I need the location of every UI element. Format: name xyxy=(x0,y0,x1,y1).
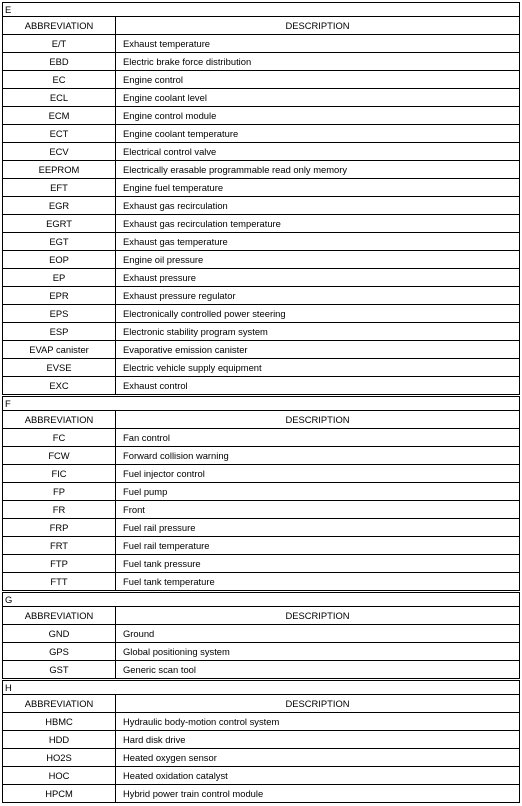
abbreviation-cell: FTT xyxy=(3,573,116,591)
section-letter-row xyxy=(3,593,520,607)
abbreviation-cell: FCW xyxy=(3,447,116,465)
description-cell: Hybrid power train control module xyxy=(116,785,520,803)
description-cell: Electric brake force distribution xyxy=(116,53,520,71)
description-cell: Fuel rail temperature xyxy=(116,537,520,555)
abbreviation-cell: EVSE xyxy=(3,359,116,377)
table-row xyxy=(3,161,520,179)
column-header-row xyxy=(3,411,520,429)
abbreviation-cell: EGR xyxy=(3,197,116,215)
description-cell: Evaporative emission canister xyxy=(116,341,520,359)
description-cell: Electrical control valve xyxy=(116,143,520,161)
table-row xyxy=(3,305,520,323)
table-row xyxy=(3,143,520,161)
table-row xyxy=(3,215,520,233)
table-row xyxy=(3,197,520,215)
table-row xyxy=(3,359,520,377)
table-row xyxy=(3,713,520,731)
abbreviation-cell: GPS xyxy=(3,643,116,661)
section-letter: F xyxy=(3,397,520,411)
description-cell: Engine control module xyxy=(116,107,520,125)
column-header-row xyxy=(3,17,520,35)
table-row xyxy=(3,483,520,501)
description-cell: Fuel pump xyxy=(116,483,520,501)
abbreviation-cell: EOP xyxy=(3,251,116,269)
table-row xyxy=(3,107,520,125)
abbreviation-cell: ECM xyxy=(3,107,116,125)
description-column-header: DESCRIPTION xyxy=(116,695,520,713)
table-row xyxy=(3,447,520,465)
table-row xyxy=(3,785,520,803)
table-row xyxy=(3,519,520,537)
abbreviation-cell: EC xyxy=(3,71,116,89)
description-cell: Global positioning system xyxy=(116,643,520,661)
description-cell: Exhaust gas recirculation temperature xyxy=(116,215,520,233)
abbreviation-cell: HO2S xyxy=(3,749,116,767)
section-letter: H xyxy=(3,681,520,695)
description-cell: Heated oxidation catalyst xyxy=(116,767,520,785)
table-row xyxy=(3,555,520,573)
abbreviation-column-header: ABBREVIATION xyxy=(3,17,116,35)
abbreviation-cell: ECT xyxy=(3,125,116,143)
abbreviation-cell: EFT xyxy=(3,179,116,197)
abbreviation-cell: ECL xyxy=(3,89,116,107)
table-row xyxy=(3,269,520,287)
description-cell: Electronic stability program system xyxy=(116,323,520,341)
description-cell: Exhaust pressure regulator xyxy=(116,287,520,305)
description-cell: Engine coolant level xyxy=(116,89,520,107)
abbreviation-cell: FTP xyxy=(3,555,116,573)
section-f-table xyxy=(2,396,520,591)
table-row xyxy=(3,573,520,591)
description-cell: Fuel injector control xyxy=(116,465,520,483)
description-cell: Engine control xyxy=(116,71,520,89)
table-row xyxy=(3,731,520,749)
abbreviation-cell: GST xyxy=(3,661,116,679)
abbreviation-cell: GND xyxy=(3,625,116,643)
table-row xyxy=(3,377,520,395)
abbreviation-cell: EVAP canister xyxy=(3,341,116,359)
section-letter-row xyxy=(3,681,520,695)
description-cell: Fuel tank pressure xyxy=(116,555,520,573)
table-row xyxy=(3,89,520,107)
description-cell: Hard disk drive xyxy=(116,731,520,749)
description-cell: Electronically controlled power steering xyxy=(116,305,520,323)
section-h-table xyxy=(2,680,520,803)
column-header-row xyxy=(3,607,520,625)
table-row xyxy=(3,233,520,251)
table-row xyxy=(3,35,520,53)
abbreviation-cell: EPS xyxy=(3,305,116,323)
abbreviation-cell: ESP xyxy=(3,323,116,341)
section-letter: G xyxy=(3,593,520,607)
description-cell: Generic scan tool xyxy=(116,661,520,679)
table-row xyxy=(3,643,520,661)
table-row xyxy=(3,537,520,555)
table-row xyxy=(3,661,520,679)
description-cell: Exhaust gas recirculation xyxy=(116,197,520,215)
abbreviation-cell: FRT xyxy=(3,537,116,555)
table-row xyxy=(3,767,520,785)
abbreviation-cell: FIC xyxy=(3,465,116,483)
abbreviation-cell: HOC xyxy=(3,767,116,785)
abbreviation-cell: EEPROM xyxy=(3,161,116,179)
description-cell: Ground xyxy=(116,625,520,643)
description-column-header: DESCRIPTION xyxy=(116,607,520,625)
abbreviation-cell: ECV xyxy=(3,143,116,161)
abbreviation-cell: EP xyxy=(3,269,116,287)
abbreviation-cell: HBMC xyxy=(3,713,116,731)
abbreviation-column-header: ABBREVIATION xyxy=(3,411,116,429)
abbreviation-column-header: ABBREVIATION xyxy=(3,695,116,713)
description-cell: Fan control xyxy=(116,429,520,447)
description-cell: Fuel rail pressure xyxy=(116,519,520,537)
description-cell: Fuel tank temperature xyxy=(116,573,520,591)
description-cell: Engine oil pressure xyxy=(116,251,520,269)
table-row xyxy=(3,251,520,269)
section-e-table xyxy=(2,2,520,395)
abbreviation-cell: E/T xyxy=(3,35,116,53)
description-cell: Forward collision warning xyxy=(116,447,520,465)
column-header-row xyxy=(3,695,520,713)
description-column-header: DESCRIPTION xyxy=(116,17,520,35)
table-row xyxy=(3,125,520,143)
abbreviation-cell: EGT xyxy=(3,233,116,251)
description-cell: Front xyxy=(116,501,520,519)
abbreviation-cell: FR xyxy=(3,501,116,519)
description-cell: Exhaust gas temperature xyxy=(116,233,520,251)
abbreviation-cell: HPCM xyxy=(3,785,116,803)
section-letter-row xyxy=(3,397,520,411)
description-cell: Engine fuel temperature xyxy=(116,179,520,197)
section-letter: E xyxy=(3,3,520,17)
abbreviation-cell: FC xyxy=(3,429,116,447)
table-row xyxy=(3,341,520,359)
description-cell: Heated oxygen sensor xyxy=(116,749,520,767)
table-row xyxy=(3,749,520,767)
abbreviation-cell: EXC xyxy=(3,377,116,395)
description-cell: Hydraulic body-motion control system xyxy=(116,713,520,731)
description-cell: Exhaust temperature xyxy=(116,35,520,53)
description-cell: Exhaust control xyxy=(116,377,520,395)
table-row xyxy=(3,465,520,483)
table-row xyxy=(3,323,520,341)
table-row xyxy=(3,625,520,643)
description-cell: Engine coolant temperature xyxy=(116,125,520,143)
description-cell: Electrically erasable programmable read only memory xyxy=(116,161,520,179)
table-row xyxy=(3,53,520,71)
table-row xyxy=(3,287,520,305)
table-row xyxy=(3,501,520,519)
abbreviation-cell: EBD xyxy=(3,53,116,71)
section-letter-row xyxy=(3,3,520,17)
description-cell: Exhaust pressure xyxy=(116,269,520,287)
table-row xyxy=(3,179,520,197)
table-row xyxy=(3,429,520,447)
abbreviation-cell: EPR xyxy=(3,287,116,305)
abbreviation-cell: HDD xyxy=(3,731,116,749)
section-g-table xyxy=(2,592,520,679)
abbreviation-cell: FP xyxy=(3,483,116,501)
abbreviation-cell: EGRT xyxy=(3,215,116,233)
abbreviation-cell: FRP xyxy=(3,519,116,537)
description-cell: Electric vehicle supply equipment xyxy=(116,359,520,377)
abbreviation-column-header: ABBREVIATION xyxy=(3,607,116,625)
description-column-header: DESCRIPTION xyxy=(116,411,520,429)
table-row xyxy=(3,71,520,89)
